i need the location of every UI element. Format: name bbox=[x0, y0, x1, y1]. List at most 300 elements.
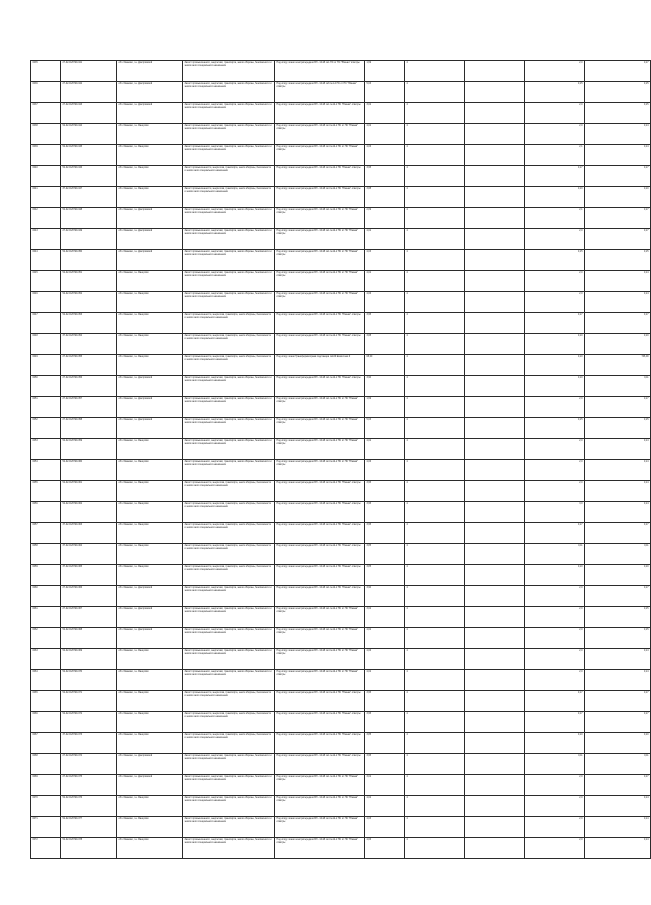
cell-column-7: 4 bbox=[405, 334, 465, 355]
cell-area: 3,88 bbox=[365, 334, 405, 355]
cell-column-10: 0,14 bbox=[585, 838, 651, 859]
cell-column-8 bbox=[465, 355, 525, 376]
cell-column-9: 0,10 bbox=[525, 376, 585, 397]
cell-column-8 bbox=[465, 733, 525, 754]
cell-column-8 bbox=[465, 817, 525, 838]
cell-location: обл. Иваново, г-н. Фанцтово bbox=[117, 187, 183, 208]
table-row bbox=[31, 229, 651, 250]
table-body bbox=[31, 61, 651, 859]
cell-land-category: Захист промышленности, энергетики, транспорта, земли обороны, безопасности и земли иного специального назначения bbox=[183, 733, 275, 754]
cell-cadastral-code: 52-02-01/0729-345 bbox=[61, 145, 117, 166]
cell-location: обл. Иваново, г-н. Дмитровский bbox=[117, 754, 183, 775]
cell-column-9: 2,0 bbox=[525, 670, 585, 691]
table-row bbox=[31, 838, 651, 859]
cell-column-7: 4 bbox=[405, 649, 465, 670]
cell-column-10: 0,14 bbox=[585, 481, 651, 502]
cell-location: обл. Иваново, г-н. Фанцтово bbox=[117, 166, 183, 187]
cell-record-number: 0050 bbox=[31, 376, 61, 397]
cell-column-8 bbox=[465, 229, 525, 250]
table-row bbox=[31, 607, 651, 628]
cell-column-10: 0,17 bbox=[585, 523, 651, 544]
table-row bbox=[31, 292, 651, 313]
cell-area: 4,02 bbox=[365, 229, 405, 250]
cell-record-number: 0056 bbox=[31, 502, 61, 523]
cell-land-category: Захист промышленности, энергетики, транспорта, земли обороны, безопасности и земли иного специального назначения bbox=[183, 187, 275, 208]
table-row bbox=[31, 628, 651, 649]
cell-column-10: 0,14 bbox=[585, 271, 651, 292]
cell-column-7: 4 bbox=[405, 565, 465, 586]
cell-column-7: 4 bbox=[405, 376, 465, 397]
cell-cadastral-code: 27-02-01/0729-349 bbox=[61, 229, 117, 250]
cell-column-8 bbox=[465, 586, 525, 607]
table-row bbox=[31, 187, 651, 208]
cell-area: 3,95 bbox=[365, 313, 405, 334]
cell-land-category: Захист промышленного, энергетики, транспорта, земли обороны, безопасности и земли иного специального назначения bbox=[183, 103, 275, 124]
cell-column-9: 2,1 bbox=[525, 145, 585, 166]
table-row bbox=[31, 502, 651, 523]
cell-cadastral-code: 37-02-01/0729-363 bbox=[61, 523, 117, 544]
cell-column-9: 2,0 bbox=[525, 61, 585, 82]
cell-location: обл. Иваново, г-н. Фанцтово bbox=[117, 271, 183, 292]
cell-column-9: 0,11 bbox=[525, 544, 585, 565]
cell-column-7: 4 bbox=[405, 166, 465, 187]
cell-location: обл. Иваново, г-н. Фанцтово bbox=[117, 313, 183, 334]
cell-column-10: 0,11 bbox=[585, 376, 651, 397]
cell-purpose: Под опору линии электропередачи ВЛ - 10 кВ №1 №12-2 ПС "Южная" отвётры bbox=[275, 754, 365, 775]
cell-column-10: 0,10 bbox=[585, 334, 651, 355]
cell-column-7: 4 bbox=[405, 250, 465, 271]
cell-column-10: 0,14 bbox=[585, 502, 651, 523]
cell-column-10: 0,10 bbox=[585, 565, 651, 586]
table-row bbox=[31, 439, 651, 460]
cell-record-number: 0043 bbox=[31, 229, 61, 250]
cell-location: обл. Иваново, г-н. Фанцтово bbox=[117, 124, 183, 145]
cell-area: 3,95 bbox=[365, 754, 405, 775]
cell-column-7: 4 bbox=[405, 544, 465, 565]
cell-column-8 bbox=[465, 166, 525, 187]
cell-column-10: 0,15 bbox=[585, 250, 651, 271]
table-row bbox=[31, 397, 651, 418]
cell-column-10: 746,00 bbox=[585, 355, 651, 376]
cell-purpose: Под опору линии электропередачи ВЛ - 10 кВ №4 №12-2 ПС "Южная" отвётры bbox=[275, 187, 365, 208]
cell-record-number: 0055 bbox=[31, 481, 61, 502]
cell-location: обл. Иваново, г-н. Дмитровский bbox=[117, 61, 183, 82]
cell-cadastral-code: 27-02-01/0729-374 bbox=[61, 754, 117, 775]
cell-column-9: 2,0 bbox=[525, 103, 585, 124]
cell-land-category: Захист промышленного, энергетики, транспорта, земли обороны, безопасности и земли иного специального назначения bbox=[183, 460, 275, 481]
cell-land-category: Захист промышленного, энергетики, транспорта, земли обороны, безопасности и земли иного специального назначения bbox=[183, 250, 275, 271]
cell-purpose: Под опору линии электропередачи ВЛ - 10 кВ №1 №12-2 ПС от ПС "Южная" отвётры bbox=[275, 418, 365, 439]
cell-column-7: 4 bbox=[405, 439, 465, 460]
cell-column-8 bbox=[465, 565, 525, 586]
cell-record-number: 0045 bbox=[31, 271, 61, 292]
cell-column-9: 0,10 bbox=[525, 565, 585, 586]
cell-area: 4,02 bbox=[365, 670, 405, 691]
cell-column-9: 2,0 bbox=[525, 292, 585, 313]
cell-land-category: Захист промышленности, энергетики, транспорта, земли обороны, безопасности и земли иного специального назначения bbox=[183, 481, 275, 502]
cell-land-category: Захист промышленного, энергетики, транспорта, земли обороны, безопасности и земли иного специального назначения bbox=[183, 439, 275, 460]
cell-column-9: 0,15 bbox=[525, 82, 585, 103]
cell-column-9: 0,17 bbox=[525, 313, 585, 334]
cell-cadastral-code: 52-02-01/0729-360 bbox=[61, 460, 117, 481]
cell-column-10: 0,14 bbox=[585, 649, 651, 670]
cell-purpose: Под опору линии электропередачи ВЛ - 10 кВ №4 №12-2 ПС от ПС "Южная" отвётры bbox=[275, 124, 365, 145]
table-row bbox=[31, 649, 651, 670]
cell-land-category: Захист промышленности, энергетики, транспорта, земли обороны, безопасности и земли иного специального назначения bbox=[183, 502, 275, 523]
cell-column-9: 2,0 bbox=[525, 397, 585, 418]
cell-record-number: 0057 bbox=[31, 523, 61, 544]
cell-column-9: 0,15 bbox=[525, 250, 585, 271]
cell-purpose: Под опору линии электропередачи ВЛ - 10 кВ №1 №12-2 ПС "Южная" отвётры bbox=[275, 586, 365, 607]
cell-location: обл. Иваново, г-н. Фанцтово bbox=[117, 502, 183, 523]
cell-land-category: Захист промышленности, энергетики, транспорта, земли обороны, безопасности и земли иного специального назначения bbox=[183, 691, 275, 712]
cell-record-number: 0044 bbox=[31, 250, 61, 271]
cell-column-8 bbox=[465, 481, 525, 502]
cell-area: 4,02 bbox=[365, 439, 405, 460]
cell-record-number: 0052 bbox=[31, 418, 61, 439]
cell-area: 3,85 bbox=[365, 565, 405, 586]
cell-purpose: Под опору линии электропередачи ВЛ - 10 кВ №4 №12-2 ПС от ПС "Южная" отвётры bbox=[275, 460, 365, 481]
cell-land-category: Захист промышленного, энергетики, транспорта, земли обороны, безопасности и земли иного специального назначения bbox=[183, 586, 275, 607]
cell-area: 1,69 bbox=[365, 61, 405, 82]
cell-area: 3,95 bbox=[365, 481, 405, 502]
cell-land-category: Захист промышленности, энергетики, транспорта, земли обороны, безопасности и земли иного специального назначения bbox=[183, 523, 275, 544]
cell-column-10: 0,11 bbox=[585, 544, 651, 565]
cell-cadastral-code: 37-02-01/0729-347 bbox=[61, 187, 117, 208]
table-row bbox=[31, 481, 651, 502]
cell-location: обл. Иваново, г-н. Фанцтово bbox=[117, 439, 183, 460]
cell-column-8 bbox=[465, 754, 525, 775]
cell-location: обл. Иваново, г-н. Фанцтово bbox=[117, 670, 183, 691]
cell-area: 3,95 bbox=[365, 712, 405, 733]
cell-record-number: 0042 bbox=[31, 208, 61, 229]
table-row bbox=[31, 775, 651, 796]
cell-purpose: Под опору линии электропередачи ВЛ - 10 кВ №1 №12-2 ПС от ПС "Южная" отвётры bbox=[275, 628, 365, 649]
cell-record-number: 0065 bbox=[31, 691, 61, 712]
cell-column-9: 2,0 bbox=[525, 775, 585, 796]
cell-area: 3,95 bbox=[365, 691, 405, 712]
cell-purpose: Под опору линии электропередачи ВЛ - 10 кВ №4 №12-2 ПС "Южная" отвётры bbox=[275, 544, 365, 565]
cell-land-category: Захист промышленного, энергетики, транспорта, земли обороны, безопасности и земли иного специального назначения bbox=[183, 628, 275, 649]
table-row bbox=[31, 250, 651, 271]
cell-location: обл. Иваново, г-н. Фанцтово bbox=[117, 691, 183, 712]
cell-land-category: Захист промышленности, энергетики, транспорта, земли обороны, безопасности и земли иного специального назначения bbox=[183, 313, 275, 334]
cell-record-number: 0048 bbox=[31, 334, 61, 355]
cell-column-7: 4 bbox=[405, 355, 465, 376]
cell-record-number: 0046 bbox=[31, 292, 61, 313]
cell-column-7: 4 bbox=[405, 208, 465, 229]
cell-column-9: 0,17 bbox=[525, 523, 585, 544]
cell-column-10: 0,17 bbox=[585, 775, 651, 796]
cell-column-7: 4 bbox=[405, 145, 465, 166]
cell-area: 4,06 bbox=[365, 145, 405, 166]
cell-purpose: Под опору линии электропередачи ВЛ - 10 кВ №4 №12-2 ПС от ПС "Южная" отвётры bbox=[275, 292, 365, 313]
table-row bbox=[31, 271, 651, 292]
cell-record-number: 0071 bbox=[31, 817, 61, 838]
cell-column-8 bbox=[465, 523, 525, 544]
cell-location: обл. Иваново, г-н. Фанцтово bbox=[117, 481, 183, 502]
table-row bbox=[31, 166, 651, 187]
cell-record-number: 0062 bbox=[31, 628, 61, 649]
cell-record-number: 0058 bbox=[31, 544, 61, 565]
cell-column-10: 0,14 bbox=[585, 292, 651, 313]
cell-column-7: 4 bbox=[405, 691, 465, 712]
cell-location: обл. Иваново, г-н. Фанцтово bbox=[117, 145, 183, 166]
cell-purpose: Под опору линии электропередачи ВЛ - 10 кВ №4 №12-2 ПС от ПС "Южная" отвётры bbox=[275, 439, 365, 460]
cell-column-7: 4 bbox=[405, 61, 465, 82]
cell-purpose: Под опору линии электропередачи ВЛ - 10 кВ №1 №12-2 ПС от ПС "Южная" отвётры bbox=[275, 229, 365, 250]
cell-record-number: 0040 bbox=[31, 166, 61, 187]
cell-column-8 bbox=[465, 334, 525, 355]
cell-column-7: 4 bbox=[405, 271, 465, 292]
cell-purpose: Под опору линии электропередачи ВЛ - 10 кВ №4 №12-2 ПС "Южная" отвётры bbox=[275, 313, 365, 334]
cell-column-7: 4 bbox=[405, 607, 465, 628]
table-row bbox=[31, 355, 651, 376]
cell-land-category: Захист промышленного, энергетики, транспорта, земли обороны, безопасности и земли иного специального назначения bbox=[183, 292, 275, 313]
cell-area: 3,88 bbox=[365, 187, 405, 208]
cell-column-7: 4 bbox=[405, 733, 465, 754]
cell-purpose: Под опору линии электропередачи ВЛ - 10 кВ №4 №12-2 ПС "Южная" отвётры bbox=[275, 565, 365, 586]
cell-column-9: 2,1 bbox=[525, 208, 585, 229]
cell-location: обл. Иваново, г-н. Дмитровский bbox=[117, 628, 183, 649]
cell-record-number: 0060 bbox=[31, 586, 61, 607]
cell-column-9: 2,0 bbox=[525, 460, 585, 481]
cell-column-10: 0,17 bbox=[585, 691, 651, 712]
cell-column-10: 0,17 bbox=[585, 397, 651, 418]
table-row bbox=[31, 82, 651, 103]
cell-column-7: 4 bbox=[405, 775, 465, 796]
cell-cadastral-code: 52-02-01/0729-346 bbox=[61, 166, 117, 187]
cell-location: обл. Иваново, г-н. Фанцтово bbox=[117, 838, 183, 859]
cell-purpose: Под опору линии электропередачи ВЛ - 10 кВ №1 ПС от ПС "Южная" отвётры bbox=[275, 61, 365, 82]
table-row bbox=[31, 817, 651, 838]
cell-column-10: 0,17 bbox=[585, 712, 651, 733]
cell-purpose: Под опору линии Трансформаторная подстанции №100 Емкостная 0 bbox=[275, 355, 365, 376]
cell-cadastral-code: 52-02-01/0729-352 bbox=[61, 292, 117, 313]
cell-land-category: Захист промышленного, энергетики, транспорта, земли обороны, безопасности и земли иного специального назначения bbox=[183, 775, 275, 796]
cell-column-9: 3,0 bbox=[525, 502, 585, 523]
cell-location: обл. Иваново, г-н. Дмитровский bbox=[117, 208, 183, 229]
cell-land-category: Захист промышленного, энергетики, транспорта, земли обороны, безопасности и земли иного специального назначения bbox=[183, 397, 275, 418]
cell-location: обл. Иваново, г-н. Фанцтово bbox=[117, 334, 183, 355]
cell-column-8 bbox=[465, 628, 525, 649]
cell-column-7: 4 bbox=[405, 397, 465, 418]
cell-column-7: 4 bbox=[405, 523, 465, 544]
cell-land-category: Захист промышленного, энергетики, транспорта, земли обороны, безопасности и земли иного специального назначения bbox=[183, 376, 275, 397]
cell-column-7: 4 bbox=[405, 796, 465, 817]
cell-column-10: 0,17 bbox=[585, 166, 651, 187]
cell-record-number: 0066 bbox=[31, 712, 61, 733]
cell-location: обл. Иваново, г-н. Дмитровский bbox=[117, 586, 183, 607]
cell-cadastral-code: 52-02-01/0729-376 bbox=[61, 796, 117, 817]
cell-purpose: Под опору линии электропередачи ВЛ - 10 кВ №1 №12-2 ПС от ПС "Южная" отвётры bbox=[275, 607, 365, 628]
cell-area: 4,02 bbox=[365, 271, 405, 292]
cell-land-category: Захист промышленности, энергетики, транспорта, земли обороны, безопасности и земли иного специального назначения bbox=[183, 355, 275, 376]
cell-cadastral-code: 52-02-01/0729-361 bbox=[61, 481, 117, 502]
cell-column-7: 4 bbox=[405, 292, 465, 313]
cell-column-10: 0,17 bbox=[585, 313, 651, 334]
cell-area: 4,06 bbox=[365, 292, 405, 313]
cell-area: 4,06 bbox=[365, 649, 405, 670]
cell-cadastral-code: 37-02-01/0729-373 bbox=[61, 733, 117, 754]
cell-record-number: 0059 bbox=[31, 565, 61, 586]
cell-location: обл. Иваново, г-н. Дмитровский bbox=[117, 376, 183, 397]
cell-cadastral-code: 52-02-01/0729-359 bbox=[61, 439, 117, 460]
cell-column-8 bbox=[465, 670, 525, 691]
cell-location: обл. Иваново, г-н. Фанцтово bbox=[117, 355, 183, 376]
cell-cadastral-code: 27-02-01/0729-367 bbox=[61, 607, 117, 628]
cell-column-7: 4 bbox=[405, 712, 465, 733]
table-row bbox=[31, 208, 651, 229]
cell-record-number: 0047 bbox=[31, 313, 61, 334]
cell-land-category: Захист промышленного, энергетики, транспорта, земли обороны, безопасности и земли иного специального назначения bbox=[183, 82, 275, 103]
cell-column-8 bbox=[465, 145, 525, 166]
cell-column-8 bbox=[465, 313, 525, 334]
cell-area: 3,90 bbox=[365, 376, 405, 397]
cell-land-category: Захист промышленного, энергетики, транспорта, земли обороны, безопасности и земли иного специального назначения bbox=[183, 817, 275, 838]
cell-column-9: 2,0 bbox=[525, 796, 585, 817]
cell-land-category: Захист промышленности, энергетики, транспорта, земли обороны, безопасности и земли иного специального назначения bbox=[183, 166, 275, 187]
cell-column-8 bbox=[465, 271, 525, 292]
cell-record-number: 0068 bbox=[31, 754, 61, 775]
cell-column-8 bbox=[465, 544, 525, 565]
table-row bbox=[31, 691, 651, 712]
table-row bbox=[31, 124, 651, 145]
cell-column-8 bbox=[465, 607, 525, 628]
cell-record-number: 0036 bbox=[31, 82, 61, 103]
cell-column-9: 0,17 bbox=[525, 166, 585, 187]
cell-purpose: Под опору линии электропередачи ВЛ - 10 кВ №4 №12-2 ПС "Южная" отвётры bbox=[275, 691, 365, 712]
cell-column-9: 0,10 bbox=[525, 334, 585, 355]
cell-column-7: 4 bbox=[405, 187, 465, 208]
cell-column-8 bbox=[465, 82, 525, 103]
cell-purpose: Под опору линии электропередачи ВЛ - 10 кВ №4 №12-2 ПС "Южная" отвётры bbox=[275, 166, 365, 187]
cell-land-category: Захист промышленного, энергетики, транспорта, земли обороны, безопасности и земли иного специального назначения bbox=[183, 838, 275, 859]
cell-area: 3,95 bbox=[365, 166, 405, 187]
cell-cadastral-code: 52-02-01/0729-378 bbox=[61, 838, 117, 859]
cell-cadastral-code: 52-02-01/0729-371 bbox=[61, 691, 117, 712]
cell-location: обл. Иваново, г-н. Фанцтово bbox=[117, 817, 183, 838]
cell-column-10: 0,14 bbox=[585, 796, 651, 817]
cell-purpose: Под опору линии электропередачи ВЛ - 10 кВ №4 №12-2 ПС "Южная" отвётры bbox=[275, 334, 365, 355]
cell-purpose: Под опору линии электропередачи ВЛ - 10 кВ №1 №12-2 ПС от ПС "Южная" отвётры bbox=[275, 775, 365, 796]
cell-column-8 bbox=[465, 838, 525, 859]
cell-column-10: 0,15 bbox=[585, 418, 651, 439]
cell-area: 5,03 bbox=[365, 418, 405, 439]
cell-location: обл. Иваново, г-н. Фанцтово bbox=[117, 565, 183, 586]
cell-location: обл. Иваново, г-н. Дмитровский bbox=[117, 82, 183, 103]
cell-cadastral-code: 52-02-01/0729-350 bbox=[61, 250, 117, 271]
cell-land-category: Захист промышленного, энергетики, транспорта, земли обороны, безопасности и земли иного специального назначения bbox=[183, 61, 275, 82]
cell-column-10: 0,17 bbox=[585, 208, 651, 229]
cell-column-8 bbox=[465, 796, 525, 817]
cell-column-7: 4 bbox=[405, 817, 465, 838]
cell-column-7: 4 bbox=[405, 754, 465, 775]
cell-column-8 bbox=[465, 502, 525, 523]
cell-column-9: 2,0 bbox=[525, 481, 585, 502]
cell-land-category: Захист промышленного, энергетики, транспорта, земли обороны, безопасности и земли иного специального назначения bbox=[183, 145, 275, 166]
cell-area: 3,95 bbox=[365, 502, 405, 523]
cell-area: 3,02 bbox=[365, 607, 405, 628]
cell-land-category: Захист промышленного, энергетики, транспорта, земли обороны, безопасности и земли иного специального назначения bbox=[183, 607, 275, 628]
cell-column-10: 0,15 bbox=[585, 82, 651, 103]
cell-column-9: 2,0 bbox=[525, 838, 585, 859]
cell-column-9: 0,10 bbox=[525, 355, 585, 376]
cell-cadastral-code: 52-02-01/0729-369 bbox=[61, 649, 117, 670]
cell-column-10: 0,11 bbox=[585, 754, 651, 775]
cell-location: обл. Иваново, г-н. Фанцтово bbox=[117, 649, 183, 670]
cell-column-9: 0,11 bbox=[525, 754, 585, 775]
cell-area: 4,03 bbox=[365, 250, 405, 271]
cell-land-category: Захист промышленного, энергетики, транспорта, земли обороны, безопасности и земли иного специального назначения bbox=[183, 796, 275, 817]
cell-column-9: 2,0 bbox=[525, 229, 585, 250]
cell-cadastral-code: 27-02-01/0729-357 bbox=[61, 397, 117, 418]
cell-column-8 bbox=[465, 250, 525, 271]
cell-column-7: 4 bbox=[405, 124, 465, 145]
cell-area: 1,69 bbox=[365, 397, 405, 418]
cell-cadastral-code: 52-02-01/0729-370 bbox=[61, 670, 117, 691]
cell-cadastral-code: 27-02-01/0729-343 bbox=[61, 103, 117, 124]
cell-location: обл. Иваново, г-н. Дмитровский bbox=[117, 103, 183, 124]
cell-location: обл. Иваново, г-н. Фанцтово bbox=[117, 712, 183, 733]
cell-column-7: 4 bbox=[405, 502, 465, 523]
cell-location: обл. Иваново, г-н. Фанцтово bbox=[117, 544, 183, 565]
table-row bbox=[31, 376, 651, 397]
cell-area: 4,02 bbox=[365, 628, 405, 649]
cell-column-10: 0,14 bbox=[585, 817, 651, 838]
cell-area: 4,02 bbox=[365, 796, 405, 817]
cell-column-8 bbox=[465, 418, 525, 439]
cell-area: 4,06 bbox=[365, 460, 405, 481]
cell-area: 2,09 bbox=[365, 208, 405, 229]
cell-column-9: 0,17 bbox=[525, 712, 585, 733]
cell-location: обл. Иваново, г-н. Фанцтово bbox=[117, 796, 183, 817]
cell-cadastral-code: 27-02-01/0729-356 bbox=[61, 376, 117, 397]
table-row bbox=[31, 565, 651, 586]
cell-column-10: 0,10 bbox=[585, 733, 651, 754]
cell-column-8 bbox=[465, 187, 525, 208]
cell-column-10: 0,14 bbox=[585, 460, 651, 481]
cell-column-8 bbox=[465, 439, 525, 460]
cell-area: 3,95 bbox=[365, 523, 405, 544]
cell-column-10: 0,14 bbox=[585, 439, 651, 460]
table-row bbox=[31, 418, 651, 439]
cell-purpose: Под опору линии электропередачи ВЛ - 10 кВ №4 №12-2 ПС "Южная" отвётры bbox=[275, 481, 365, 502]
cell-record-number: 0072 bbox=[31, 838, 61, 859]
cell-column-10: 0,17 bbox=[585, 229, 651, 250]
cell-column-7: 4 bbox=[405, 313, 465, 334]
cell-column-9: 0,10 bbox=[525, 733, 585, 754]
cell-land-category: Захист промышленного, энергетики, транспорта, земли обороны, безопасности и земли иного специального назначения bbox=[183, 754, 275, 775]
table-row bbox=[31, 460, 651, 481]
cell-area: 4,02 bbox=[365, 124, 405, 145]
cell-column-9: 2,0 bbox=[525, 628, 585, 649]
cell-column-9: 2,0 bbox=[525, 649, 585, 670]
cell-area: 3,02 bbox=[365, 775, 405, 796]
cell-column-9: 0,15 bbox=[525, 418, 585, 439]
cell-column-7: 4 bbox=[405, 418, 465, 439]
table-row bbox=[31, 523, 651, 544]
cell-cadastral-code: 52-02-01/0729-348 bbox=[61, 208, 117, 229]
cell-cadastral-code: 52-02-01/0729-353 bbox=[61, 313, 117, 334]
cell-column-10: 0,15 bbox=[585, 628, 651, 649]
cell-column-9: 2,0 bbox=[525, 607, 585, 628]
cell-record-number: 0070 bbox=[31, 796, 61, 817]
cell-cadastral-code: 52-02-01/0729-368 bbox=[61, 628, 117, 649]
cell-purpose: Под опору линии электропередачи ВЛ - 10 кВ №6 №1-2 ПС от ПС "Южная" отвётры bbox=[275, 82, 365, 103]
cell-column-9: 2,0 bbox=[525, 439, 585, 460]
cell-column-10: 0,14 bbox=[585, 124, 651, 145]
